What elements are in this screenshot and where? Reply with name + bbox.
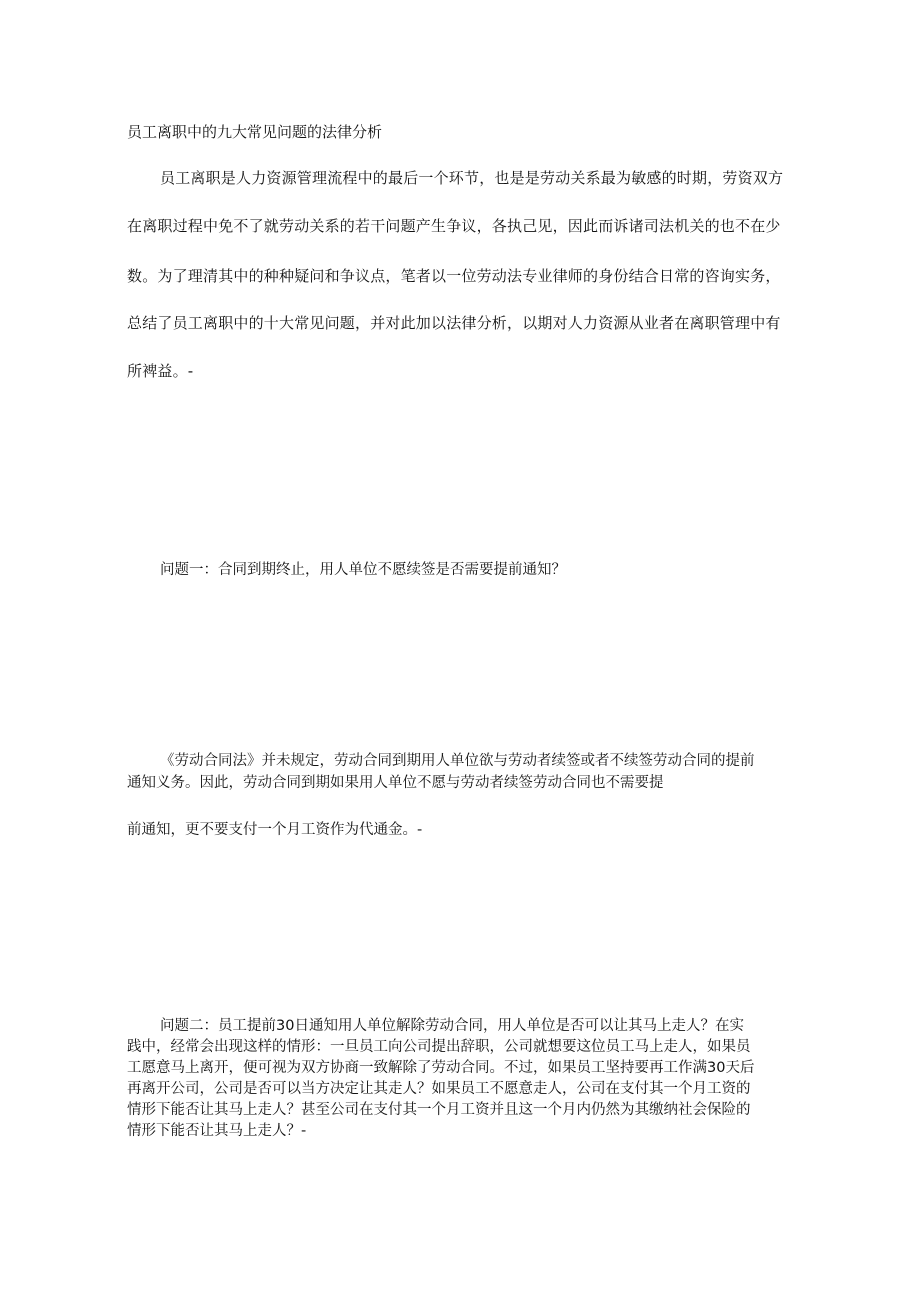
question-2-line-6: 情形下能否让其马上走人？- — [127, 1123, 307, 1139]
intro-line-5: 所裨益。- — [127, 362, 194, 380]
question-2-line-2: 践中，经常会出现这样的情形：一旦员工向公司提出辞职，公司就想要这位员工马上走人，如果员 — [127, 1039, 751, 1055]
answer-1-line-1: 《劳动合同法》并未规定，劳动合同到期用人单位欲与劳动者续签或者不续签劳动合同的提前 — [160, 753, 755, 769]
question-2-line-4: 再离开公司，公司是否可以当方决定让其走人？如果员工不愿意走人，公司在支付其一个月工资的 — [127, 1081, 751, 1097]
answer-1-line-2: 通知义务。因此，劳动合同到期如果用人单位不愿与劳动者续签劳动合同也不需要提 — [127, 775, 664, 791]
intro-line-1: 员工离职是人力资源管理流程中的最后一个环节，也是是劳动关系最为敏感的时期，劳资双方 — [160, 169, 784, 187]
question-1-heading: 问题一：合同到期终止，用人单位不愿续签是否需要提前通知？ — [160, 562, 566, 578]
answer-1-line-3: 前通知，更不要支付一个月工资作为代通金。- — [127, 822, 423, 838]
intro-line-2: 在离职过程中免不了就劳动关系的若干问题产生争议，各执己见，因此而诉诸司法机关的也不在少 — [127, 217, 781, 235]
question-2-line-1: 问题二：员工提前30日通知用人单位解除劳动合同，用人单位是否可以让其马上走人？在实 — [160, 1018, 744, 1034]
question-2-line-5: 情形下能否让其马上走人？甚至公司在支付其一个月工资并且这一个月内仍然为其缴纳社会保险的 — [127, 1102, 751, 1118]
intro-line-4: 总结了员工离职中的十大常见问题，并对此加以法律分析，以期对人力资源从业者在离职管理中有 — [127, 314, 781, 332]
document-title: 员工离职中的九大常见问题的法律分析 — [127, 123, 383, 141]
intro-line-3: 数。为了理清其中的种种疑问和争议点，笔者以一位劳动法专业律师的身份结合日常的咨询实务， — [127, 267, 781, 285]
question-2-line-3: 工愿意马上离开，便可视为双方协商一致解除了劳动合同。不过，如果员工坚持要再工作满30天后 — [127, 1060, 755, 1076]
